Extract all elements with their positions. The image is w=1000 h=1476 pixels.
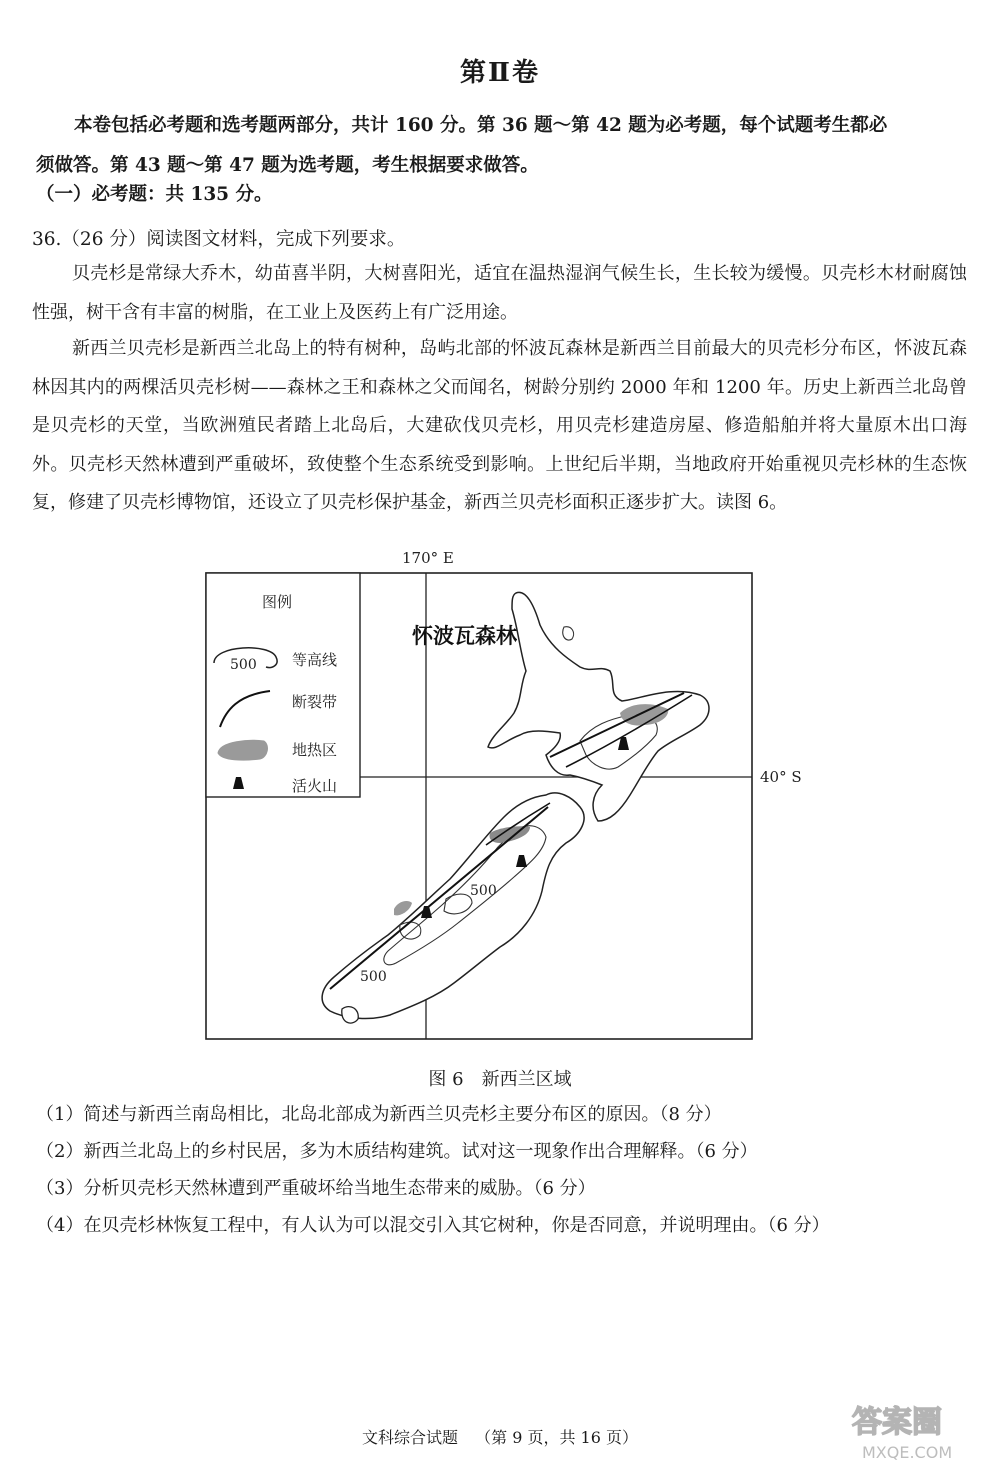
- footer-page: （第 9 页，共 16 页）: [475, 1428, 638, 1447]
- instructions-line-1: 本卷包括必考题和选考题两部分，共计 160 分。第 36 题～第 42 题为必考题，每个试题考生都必: [74, 115, 888, 136]
- new-zealand-map: [200, 545, 820, 1045]
- north-island-lake: [563, 627, 574, 640]
- watermark-logo: [822, 1398, 992, 1464]
- footer-subject: 文科综合试题: [362, 1428, 459, 1447]
- north-island: [488, 592, 709, 821]
- legend-contour-sample: 500: [230, 657, 257, 673]
- contour-label-1: 500: [470, 883, 497, 899]
- watermark-text-2: MXQE.COM: [862, 1443, 953, 1462]
- sub-question-3: （3）分析贝壳杉天然林遭到严重破坏给当地生态带来的威胁。（6 分）: [36, 1178, 596, 1199]
- paragraph-1: [32, 255, 967, 332]
- legend-fault-label: 断裂带: [292, 693, 338, 711]
- forest-label: 怀波瓦森林: [412, 623, 517, 648]
- paragraph-2-text: 新西兰贝壳杉是新西兰北岛上的特有树种，岛屿北部的怀波瓦森林是新西兰目前最大的贝壳杉分布区，怀波瓦森林因其内的两棵活贝壳杉树——森林之王和森林之父而闻名，树龄分别约 2000 年和 1200 年。历史上新西兰北岛曾是贝壳杉的天堂，当欧洲殖民者踏上北岛后，大建砍伐贝壳杉，用贝壳杉建造房屋、修造船舶并将大量原木出口海外。贝壳杉天然林遭到严重破坏，致使整个生态系统受到影响。上世纪后半期，当地政府开始重视贝壳杉林的生态恢复，修建了贝壳杉博物馆，还设立了贝壳杉保护基金，新西兰贝壳杉面积正逐步扩大。读图 6。: [32, 338, 967, 513]
- sub-question-2: （2）新西兰北岛上的乡村民居，多为木质结构建筑。试对这一现象作出合理解释。（6 分）: [36, 1141, 758, 1162]
- sub-question-4: （4）在贝壳杉林恢复工程中，有人认为可以混交引入其它树种，你是否同意，并说明理由。（6 分）: [36, 1215, 830, 1236]
- latitude-label: 40° S: [760, 768, 802, 786]
- longitude-label: 170° E: [402, 549, 454, 567]
- instructions-line-2: 须做答。第 43 题～第 47 题为选考题，考生根据要求做答。: [36, 155, 539, 176]
- legend-contour-label: 等高线: [292, 651, 338, 669]
- legend-title: 图例: [262, 593, 293, 611]
- legend-volcano-label: 活火山: [292, 777, 338, 795]
- contour-label-2: 500: [360, 969, 387, 985]
- geothermal-area-south-2: [394, 901, 412, 915]
- paragraph-2: [32, 330, 967, 523]
- question-header: 36.（26 分）阅读图文材料，完成下列要求。: [32, 229, 406, 250]
- figure-caption: 图 6 新西兰区域: [428, 1069, 572, 1090]
- stewart-island: [342, 1007, 358, 1023]
- instructions: [36, 106, 966, 186]
- paragraph-1-text: 贝壳杉是常绿大乔木，幼苗喜半阴，大树喜阳光，适宜在温热湿润气候生长，生长较为缓慢。贝壳杉木材耐腐蚀性强，树干含有丰富的树脂，在工业上及医药上有广泛用途。: [32, 263, 967, 323]
- sub-question-1: （1）简述与新西兰南岛相比，北岛北部成为新西兰贝壳杉主要分布区的原因。（8 分）: [36, 1104, 722, 1125]
- watermark-text-1: 答案圈: [852, 1405, 942, 1440]
- section-title: 第Ⅱ卷: [460, 58, 540, 88]
- part-heading: （一）必考题：共 135 分。: [36, 184, 273, 205]
- legend-geothermal-label: 地热区: [292, 741, 338, 759]
